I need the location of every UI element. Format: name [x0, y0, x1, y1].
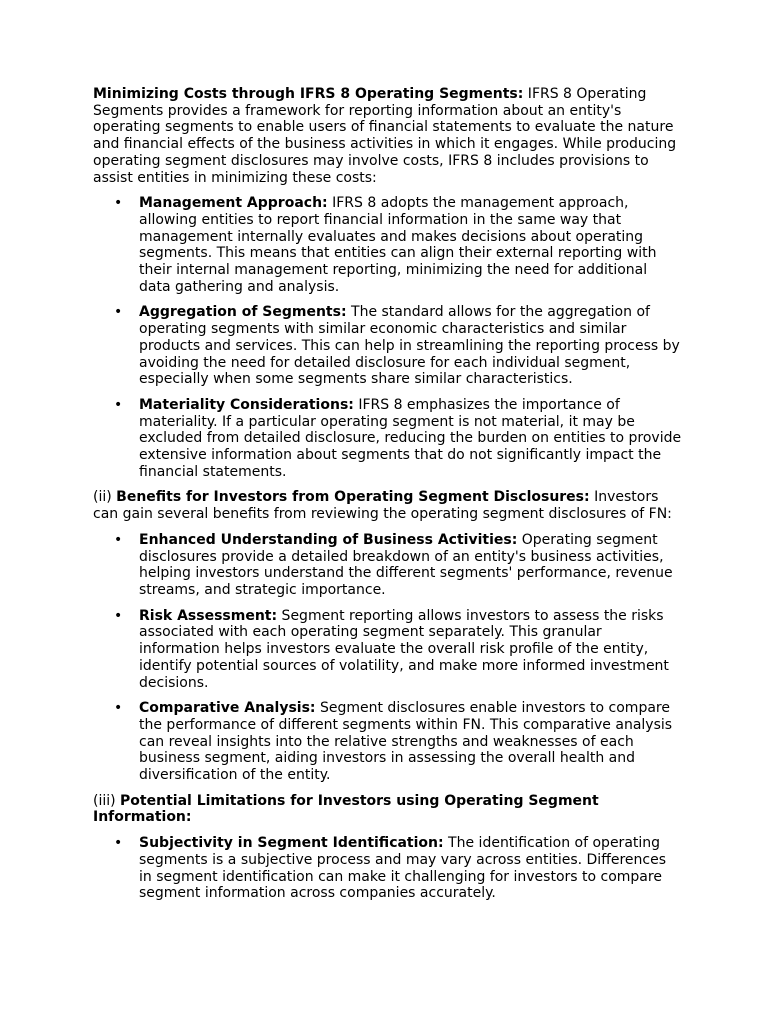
list-item [93, 304, 683, 388]
list-item [93, 835, 683, 902]
item-term: Enhanced Understanding of Business Activities: [139, 531, 518, 548]
list-item [93, 532, 683, 599]
item-text: IFRS 8 adopts the management approach, allowing entities to report financial information in the same way that management internally evaluates and makes decisions about operating segments. This means that entities can align their external reporting with their internal management reporting, minimizing the need for additional data gathering and analysis. [139, 195, 657, 295]
list-item [93, 195, 683, 295]
section1-paragraph [93, 86, 683, 186]
section1-heading: Minimizing Costs through IFRS 8 Operating Segments: [93, 86, 524, 102]
section1-body: IFRS 8 Operating Segments provides a framework for reporting information about an entity's operating segments to enable users of financial statements to evaluate the nature and financial effects of the business activities in which it engages. While producing operating segment disclosures may involve costs, IFRS 8 includes provisions to assist entities in minimizing these costs: [93, 86, 677, 186]
section3-prefix: (iii) [93, 792, 121, 809]
section1-list [93, 195, 683, 480]
bullet: • [114, 835, 123, 852]
item-term: Risk Assessment: [139, 607, 278, 624]
bullet: • [114, 607, 123, 624]
item-text: Operating segment disclosures provide a detailed breakdown of an entity's business activities, helping investors understand the different segments' performance, revenue streams, and strategic importance. [139, 531, 673, 598]
section2-body: Investors can gain several benefits from reviewing the operating segment disclosures of FN: [93, 489, 672, 523]
item-term: Materiality Considerations: [139, 396, 354, 413]
item-text: The standard allows for the aggregation of operating segments with similar economic characteristics and similar products and services. This can help in streamlining the reporting process by avoiding the need for detailed disclosure for each individual segment, especially when some segments share similar characteristics. [139, 304, 680, 388]
section3-heading: Potential Limitations for Investors using Operating Segment Information: [93, 792, 599, 826]
section2-prefix: (ii) [93, 489, 117, 506]
bullet: • [114, 396, 123, 413]
bullet: • [114, 195, 123, 212]
item-text: IFRS 8 emphasizes the importance of materiality. If a particular operating segment is not material, it may be excluded from detailed disclosure, reducing the burden on entities to provide extensive information about segments that do not significantly impact the financial statements. [139, 396, 682, 480]
bullet: • [114, 531, 123, 548]
item-term: Management Approach: [139, 195, 328, 212]
section2-paragraph [93, 489, 683, 522]
item-term: Comparative Analysis: [139, 700, 316, 717]
item-text: Segment disclosures enable investors to compare the performance of different segments within FN. This comparative analysis can reveal insights into the relative strengths and weaknesses of each business segment, aiding investors in assessing the overall health and diversification of the entity. [139, 700, 673, 784]
item-text: The identification of operating segments is a subjective process and may vary across entities. Differences in segment identification can make it challenging for investors to compare segment information across companies accurately. [139, 835, 666, 902]
section2-list [93, 532, 683, 784]
section3-list [93, 835, 683, 902]
list-item [93, 700, 683, 784]
item-text: Segment reporting allows investors to assess the risks associated with each operating segment separately. This granular information helps investors evaluate the overall risk profile of the entity, identify potential sources of volatility, and make more informed investment decisions. [139, 607, 669, 691]
bullet: • [114, 700, 123, 717]
section2-heading: Benefits for Investors from Operating Segment Disclosures: [116, 489, 590, 506]
item-term: Aggregation of Segments: [139, 304, 347, 321]
list-item [93, 397, 683, 481]
document-page [93, 86, 683, 911]
section3-paragraph [93, 793, 683, 826]
bullet: • [114, 304, 123, 321]
item-term: Subjectivity in Segment Identification: [139, 835, 444, 852]
list-item [93, 608, 683, 692]
